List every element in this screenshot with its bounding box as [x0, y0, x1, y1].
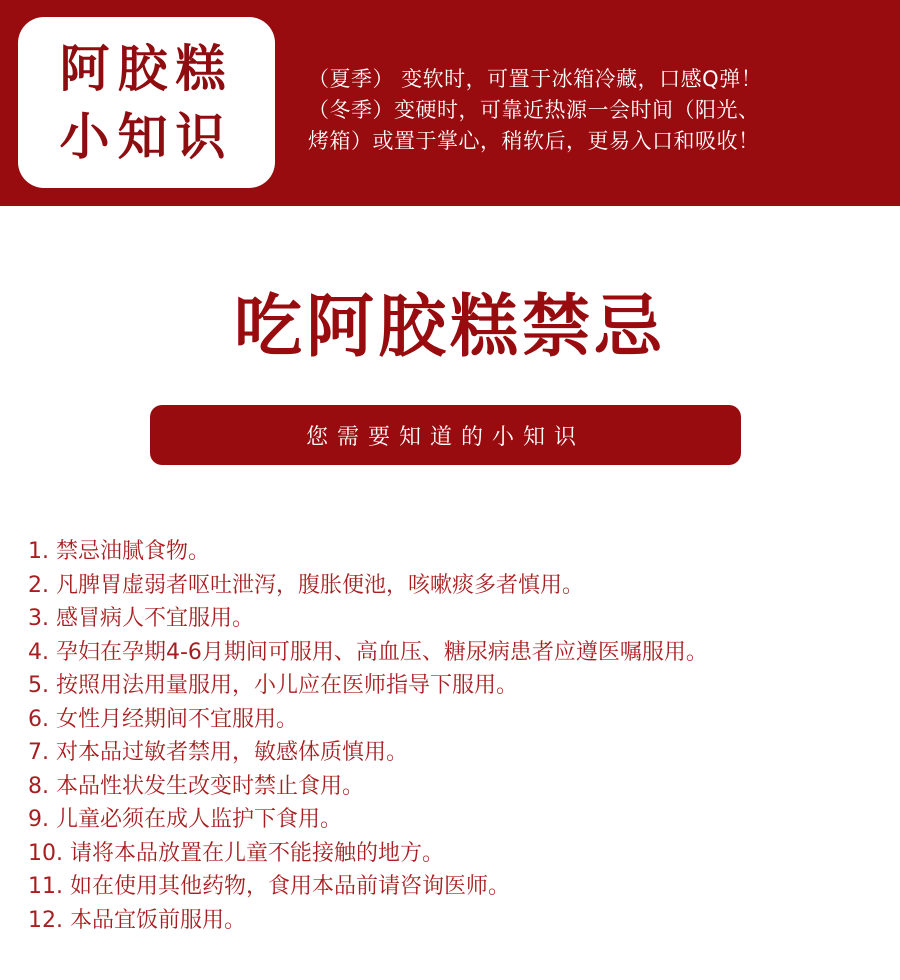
- list-item: 3. 感冒病人不宜服用。: [28, 606, 254, 631]
- subtitle-label: 您需要知道的小知识: [305, 424, 585, 450]
- badge-title-line-1: 阿胶糕: [59, 39, 234, 98]
- list-item: 6. 女性月经期间不宜服用。: [28, 706, 298, 732]
- top-banner: [0, 0, 900, 206]
- list-item: 7. 对本品过敏者禁用，敏感体质慎用。: [28, 740, 408, 765]
- list-item: 1. 禁忌油腻食物。: [28, 539, 210, 564]
- title-badge: [18, 17, 275, 188]
- storage-tip: [308, 64, 888, 157]
- list-item: 8. 本品性状发生改变时禁止食用。: [28, 773, 364, 799]
- list-item: 5. 按照用法用量服用，小儿应在医师指导下服用。: [28, 673, 518, 698]
- list-item: 12. 本品宜饭前服用。: [28, 907, 246, 933]
- list-item: 9. 儿童必须在成人监护下食用。: [28, 807, 342, 832]
- list-item: 4. 孕妇在孕期4-6月期间可服用、高血压、糖尿病患者应遵医嘱服用。: [28, 639, 708, 665]
- subtitle-pill: [150, 405, 741, 465]
- tip-line-winter-cont: 烤箱）或置于掌心，稍软后，更易入口和吸收！: [308, 129, 760, 153]
- page-title: 吃阿胶糕禁忌: [233, 288, 666, 367]
- tip-line-winter: （冬季）变硬时，可靠近热源一会时间（阳光、: [308, 98, 760, 122]
- taboo-list: [28, 535, 888, 937]
- list-item: 2. 凡脾胃虚弱者呕吐泄泻，腹胀便池，咳嗽痰多者慎用。: [28, 572, 584, 598]
- list-item: 10. 请将本品放置在儿童不能接触的地方。: [28, 840, 444, 866]
- tip-line-summer: （夏季） 变软时，可置于冰箱冷藏，口感Q弹！: [308, 67, 763, 91]
- list-item: 11. 如在使用其他药物，食用本品前请咨询医师。: [28, 874, 510, 899]
- badge-title-line-2: 小知识: [59, 107, 234, 166]
